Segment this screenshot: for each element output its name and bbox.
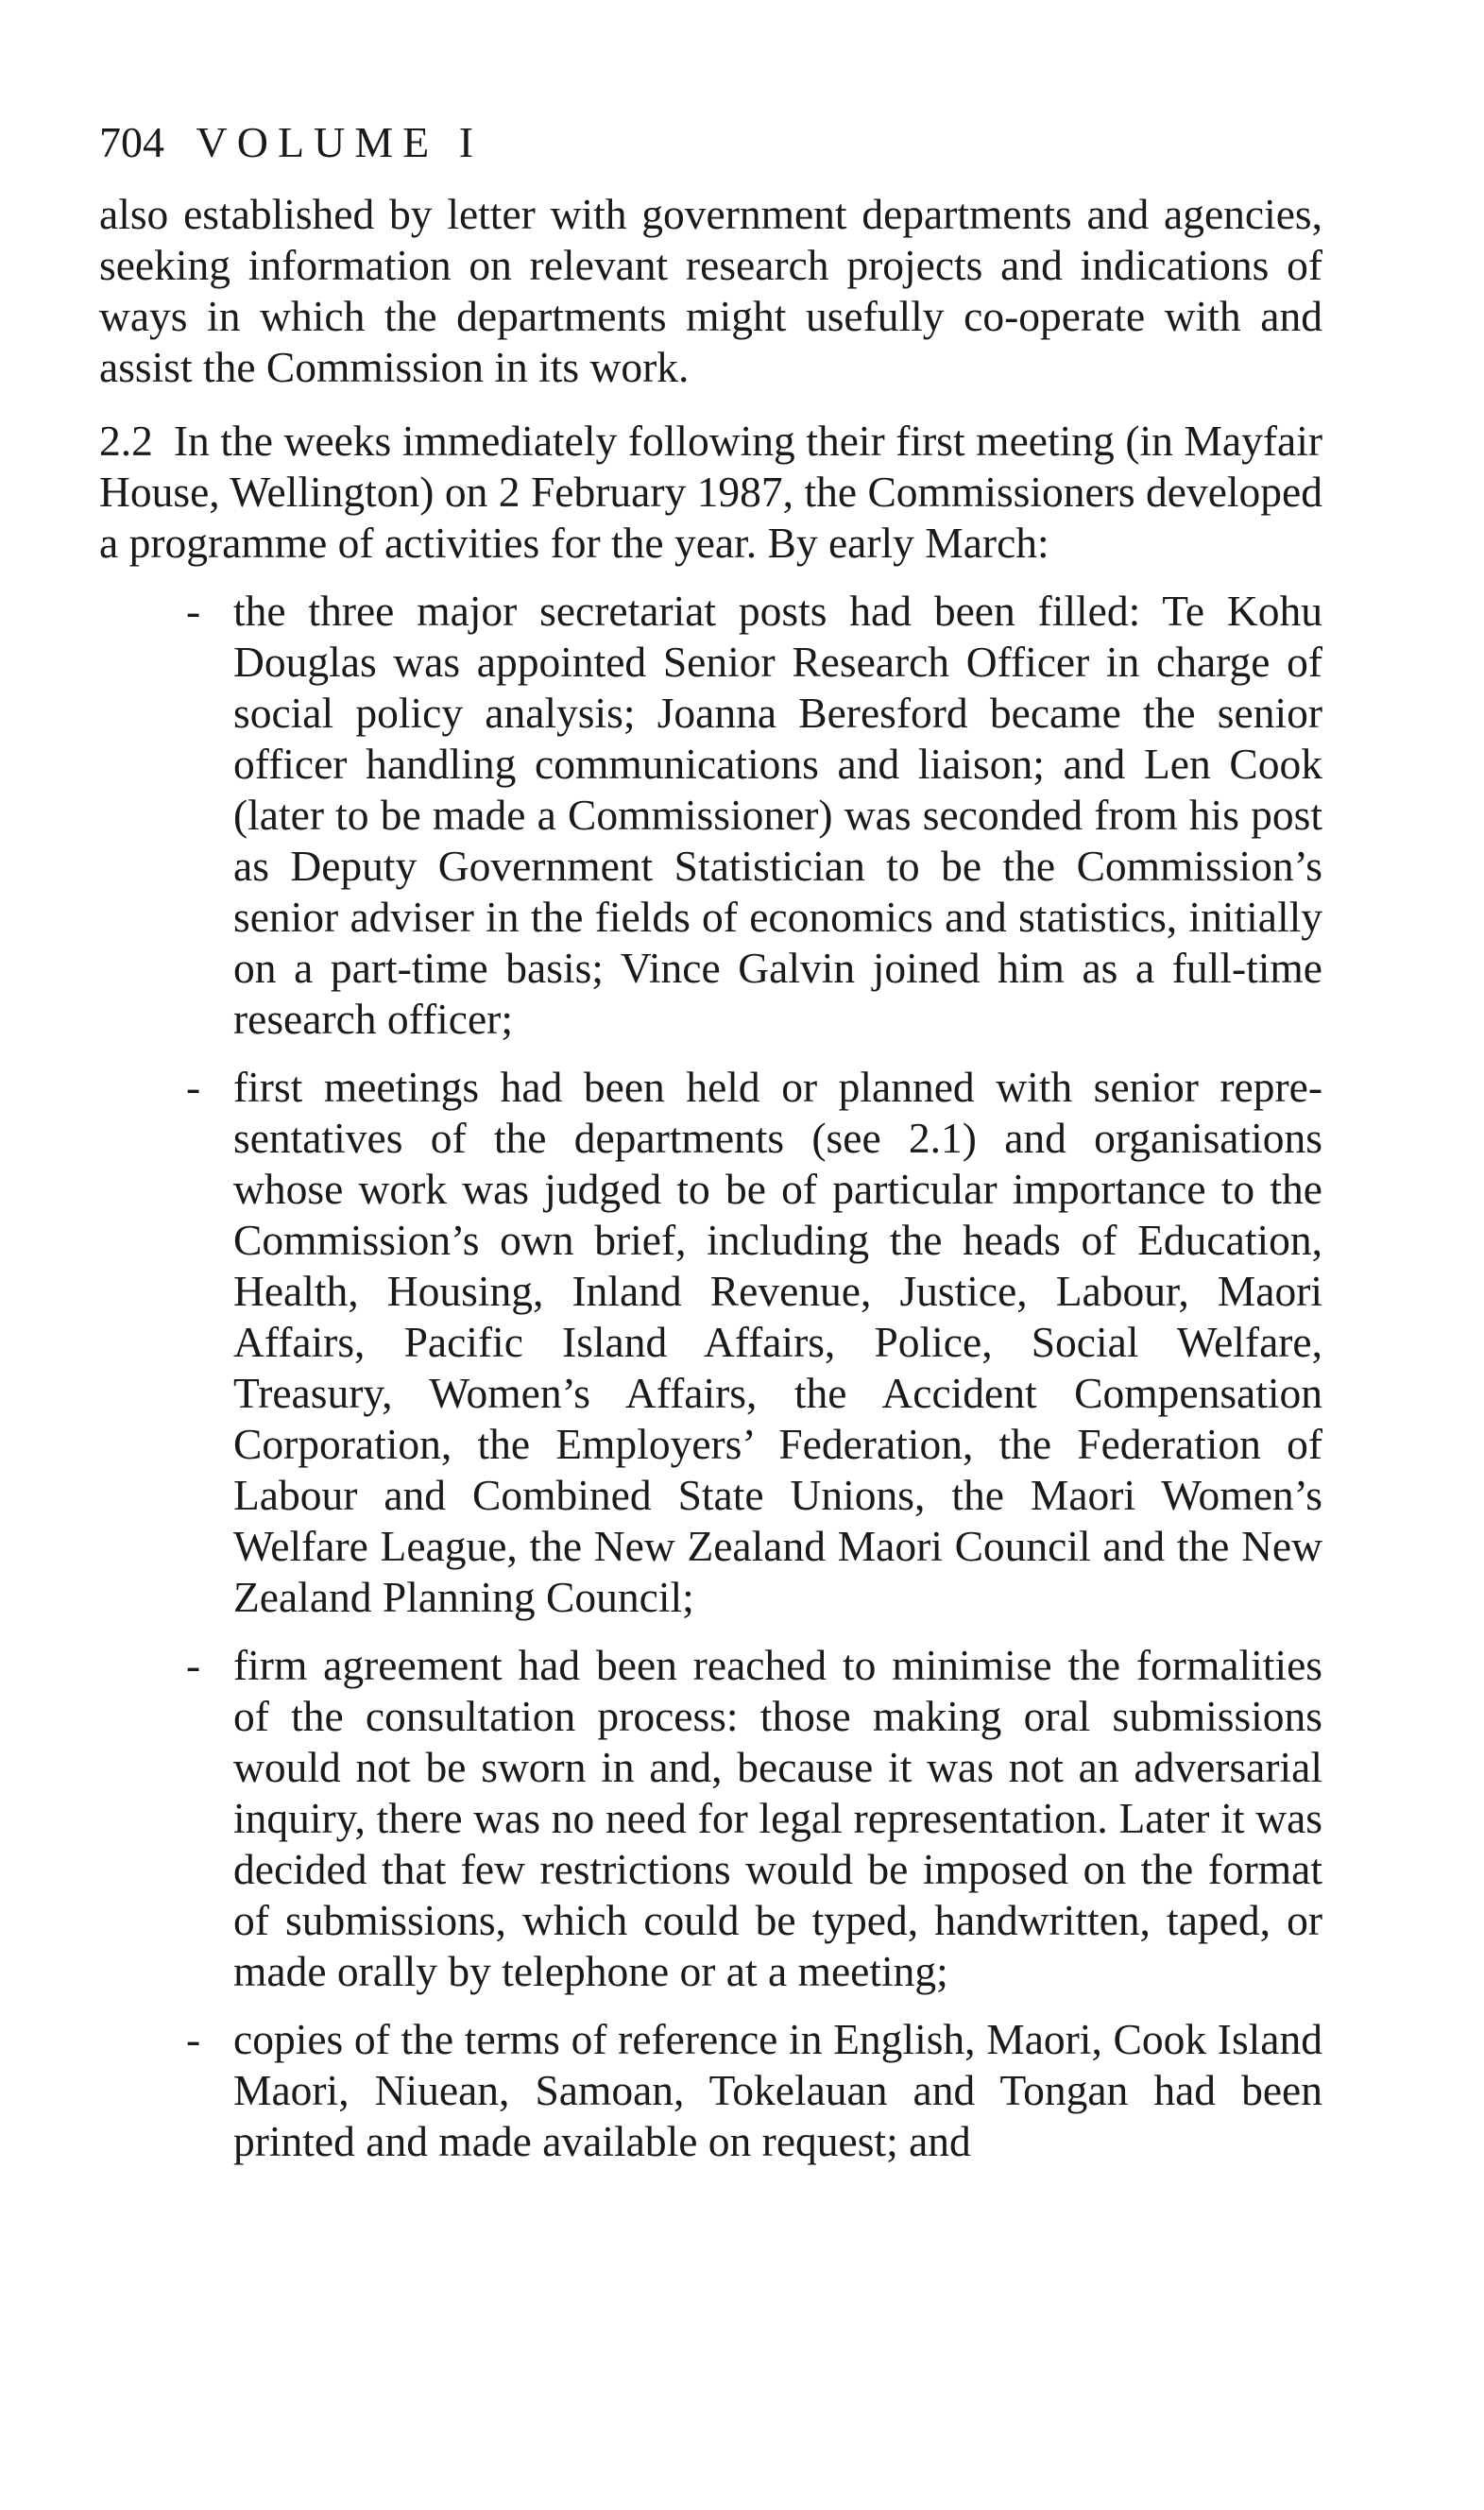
list-item — [99, 1640, 1322, 1997]
list-dash: - — [186, 2015, 201, 2063]
list-item — [99, 586, 1322, 1045]
list-item-text: the three major secretariat posts had been filled: Te Kohu Douglas was appointed Senior Research Officer in charge of social policy analysis; Joanna Beresford became the senior officer handling communications and liaison; and Len Cook (later to be made a Commissioner) was seconded from his post as Deputy Government Statistician to be the Commission’s senior adviser in the fields of economics and statistics, initially on a part-time basis; Vince Galvin joined him as a full-time research officer; — [233, 587, 1322, 1043]
activity-list — [99, 586, 1322, 2167]
section-number: 2.2 — [99, 417, 153, 465]
section-intro-text: In the weeks immediately following their first meeting (in Mayfair House, Wellington) on 2 February 1987, the Commissioners developed a programme of activities for the year. By early March: — [99, 417, 1322, 567]
list-item-text: first meetings had been held or planned with senior representatives of the departments (see 2.1) and organisations whose work was judged to be of particular importance to the Commission’s own brief, including the heads of Education, Health, Housing, Inland Revenue, Justice, Labour, Maori Affairs, Pacific Island Affairs, Police, Social Welfare, Treasury, Women’s Affairs, the Accident Compensation Corporation, the Employers’ Federation, the Federation of Labour and Combined State Unions, the Maori Women’s Welfare League, the New Zealand Maori Council and the New Zealand Planning Council; — [233, 1063, 1322, 1621]
volume-title: VOLUME I — [196, 118, 484, 166]
page-number: 704 — [99, 118, 164, 166]
list-dash: - — [186, 1063, 201, 1111]
list-item — [99, 2014, 1322, 2167]
body-text — [99, 189, 1322, 2184]
continuation-paragraph: also established by letter with government departments and agencies, seeking information on relevant research projects and indications of ways in which the departments might usefully co-operate with and assist the Commission in its work. — [99, 190, 1322, 391]
list-item-text: firm agreement had been reached to minimise the formalities of the consultation process: those making oral submissions would not be sworn in and, because it was not an adversarial inquiry, there was no need for legal representation. Later it was decided that few restrictions would be imposed on the format of submissions, which could be typed, handwritten, taped, or made orally by telephone or at a meeting; — [233, 1641, 1322, 1995]
running-head — [99, 118, 484, 166]
list-item — [99, 1062, 1322, 1623]
list-item-text: copies of the terms of reference in English, Maori, Cook Island Maori, Niuean, Samoan, Tokelauan and Tongan had been printed and made available on request; and — [233, 2015, 1322, 2165]
list-dash: - — [186, 1641, 201, 1689]
section-paragraph — [99, 416, 1322, 569]
list-dash: - — [186, 587, 201, 635]
